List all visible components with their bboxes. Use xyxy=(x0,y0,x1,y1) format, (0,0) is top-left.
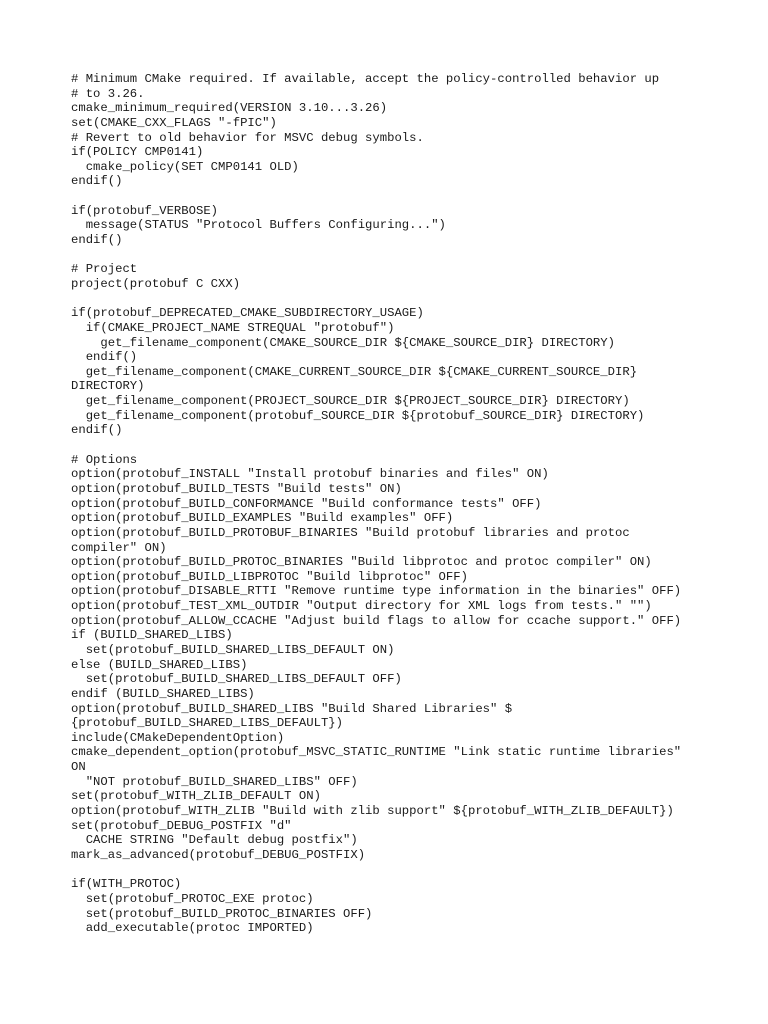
code-line: get_filename_component(CMAKE_SOURCE_DIR ${CMAKE_SOURCE_DIR} DIRECTORY) xyxy=(71,335,615,350)
code-block xyxy=(71,72,711,936)
code-line: option(protobuf_ALLOW_CCACHE "Adjust build flags to allow for ccache support." OFF) xyxy=(71,613,682,628)
code-line: if(protobuf_VERBOSE) xyxy=(71,203,219,218)
code-line: if(WITH_PROTOC) xyxy=(71,877,182,892)
code-line: option(protobuf_WITH_ZLIB "Build with zlib support" ${protobuf_WITH_ZLIB_DEFAULT}) xyxy=(71,804,674,819)
code-line xyxy=(71,248,711,263)
code-line: cmake_minimum_required(VERSION 3.10...3.26) xyxy=(71,101,388,116)
code-line: DIRECTORY) xyxy=(71,379,145,394)
code-line: endif() xyxy=(71,233,123,248)
code-line xyxy=(71,863,711,878)
code-line: # to 3.26. xyxy=(71,86,145,101)
code-line xyxy=(71,189,711,204)
code-line: mark_as_advanced(protobuf_DEBUG_POSTFIX) xyxy=(71,847,366,862)
code-line: CACHE STRING "Default debug postfix") xyxy=(71,833,358,848)
code-line: set(protobuf_BUILD_PROTOC_BINARIES OFF) xyxy=(71,906,373,921)
code-line: # Revert to old behavior for MSVC debug symbols. xyxy=(71,130,424,145)
code-line: option(protobuf_BUILD_PROTOC_BINARIES "Build libprotoc and protoc compiler" ON) xyxy=(71,555,652,570)
code-line: endif() xyxy=(71,423,123,438)
code-line: endif() xyxy=(71,174,123,189)
code-line: endif (BUILD_SHARED_LIBS) xyxy=(71,686,255,701)
code-line: option(protobuf_DISABLE_RTTI "Remove runtime type information in the binaries" OFF) xyxy=(71,584,682,599)
code-line: # Options xyxy=(71,452,138,467)
code-line: # Project xyxy=(71,262,138,277)
code-line: set(protobuf_WITH_ZLIB_DEFAULT ON) xyxy=(71,789,321,804)
code-line: option(protobuf_BUILD_PROTOBUF_BINARIES "Build protobuf libraries and protoc xyxy=(71,525,630,540)
code-line: option(protobuf_BUILD_SHARED_LIBS "Build Shared Libraries" $ xyxy=(71,701,513,716)
code-line: if (BUILD_SHARED_LIBS) xyxy=(71,628,233,643)
code-line: message(STATUS "Protocol Buffers Configuring...") xyxy=(71,218,446,233)
code-line: cmake_policy(SET CMP0141 OLD) xyxy=(71,159,299,174)
code-line: get_filename_component(PROJECT_SOURCE_DIR ${PROJECT_SOURCE_DIR} DIRECTORY) xyxy=(71,394,630,409)
code-line: if(POLICY CMP0141) xyxy=(71,145,204,160)
code-line: option(protobuf_BUILD_EXAMPLES "Build examples" OFF) xyxy=(71,511,454,526)
code-line: option(protobuf_BUILD_LIBPROTOC "Build libprotoc" OFF) xyxy=(71,569,468,584)
code-line: set(protobuf_PROTOC_EXE protoc) xyxy=(71,891,314,906)
code-line: set(CMAKE_CXX_FLAGS "-fPIC") xyxy=(71,115,277,130)
code-line: cmake_dependent_option(protobuf_MSVC_STATIC_RUNTIME "Link static runtime libraries" xyxy=(71,745,682,760)
code-line: if(CMAKE_PROJECT_NAME STREQUAL "protobuf") xyxy=(71,320,395,335)
code-line: {protobuf_BUILD_SHARED_LIBS_DEFAULT}) xyxy=(71,716,343,731)
code-line: if(protobuf_DEPRECATED_CMAKE_SUBDIRECTORY_USAGE) xyxy=(71,306,424,321)
code-line: option(protobuf_TEST_XML_OUTDIR "Output directory for XML logs from tests." "") xyxy=(71,599,652,614)
code-line: "NOT protobuf_BUILD_SHARED_LIBS" OFF) xyxy=(71,774,358,789)
code-line: option(protobuf_BUILD_CONFORMANCE "Build conformance tests" OFF) xyxy=(71,496,542,511)
code-line: ON xyxy=(71,760,86,775)
code-line: get_filename_component(protobuf_SOURCE_DIR ${protobuf_SOURCE_DIR} DIRECTORY) xyxy=(71,408,645,423)
code-line: include(CMakeDependentOption) xyxy=(71,730,285,745)
code-line xyxy=(71,438,711,453)
code-line: compiler" ON) xyxy=(71,540,167,555)
code-line: set(protobuf_BUILD_SHARED_LIBS_DEFAULT OFF) xyxy=(71,672,402,687)
code-line: else (BUILD_SHARED_LIBS) xyxy=(71,657,248,672)
code-line: add_executable(protoc IMPORTED) xyxy=(71,921,314,936)
code-line xyxy=(71,292,711,307)
code-line: project(protobuf C CXX) xyxy=(71,276,241,291)
code-line: # Minimum CMake required. If available, accept the policy-controlled behavior up xyxy=(71,72,660,86)
code-line: set(protobuf_BUILD_SHARED_LIBS_DEFAULT ON) xyxy=(71,642,395,657)
code-line: endif() xyxy=(71,350,138,365)
code-line: option(protobuf_BUILD_TESTS "Build tests" ON) xyxy=(71,481,402,496)
code-line: set(protobuf_DEBUG_POSTFIX "d" xyxy=(71,818,292,833)
code-line: get_filename_component(CMAKE_CURRENT_SOURCE_DIR ${CMAKE_CURRENT_SOURCE_DIR} xyxy=(71,364,638,379)
code-line: option(protobuf_INSTALL "Install protobuf binaries and files" ON) xyxy=(71,467,549,482)
